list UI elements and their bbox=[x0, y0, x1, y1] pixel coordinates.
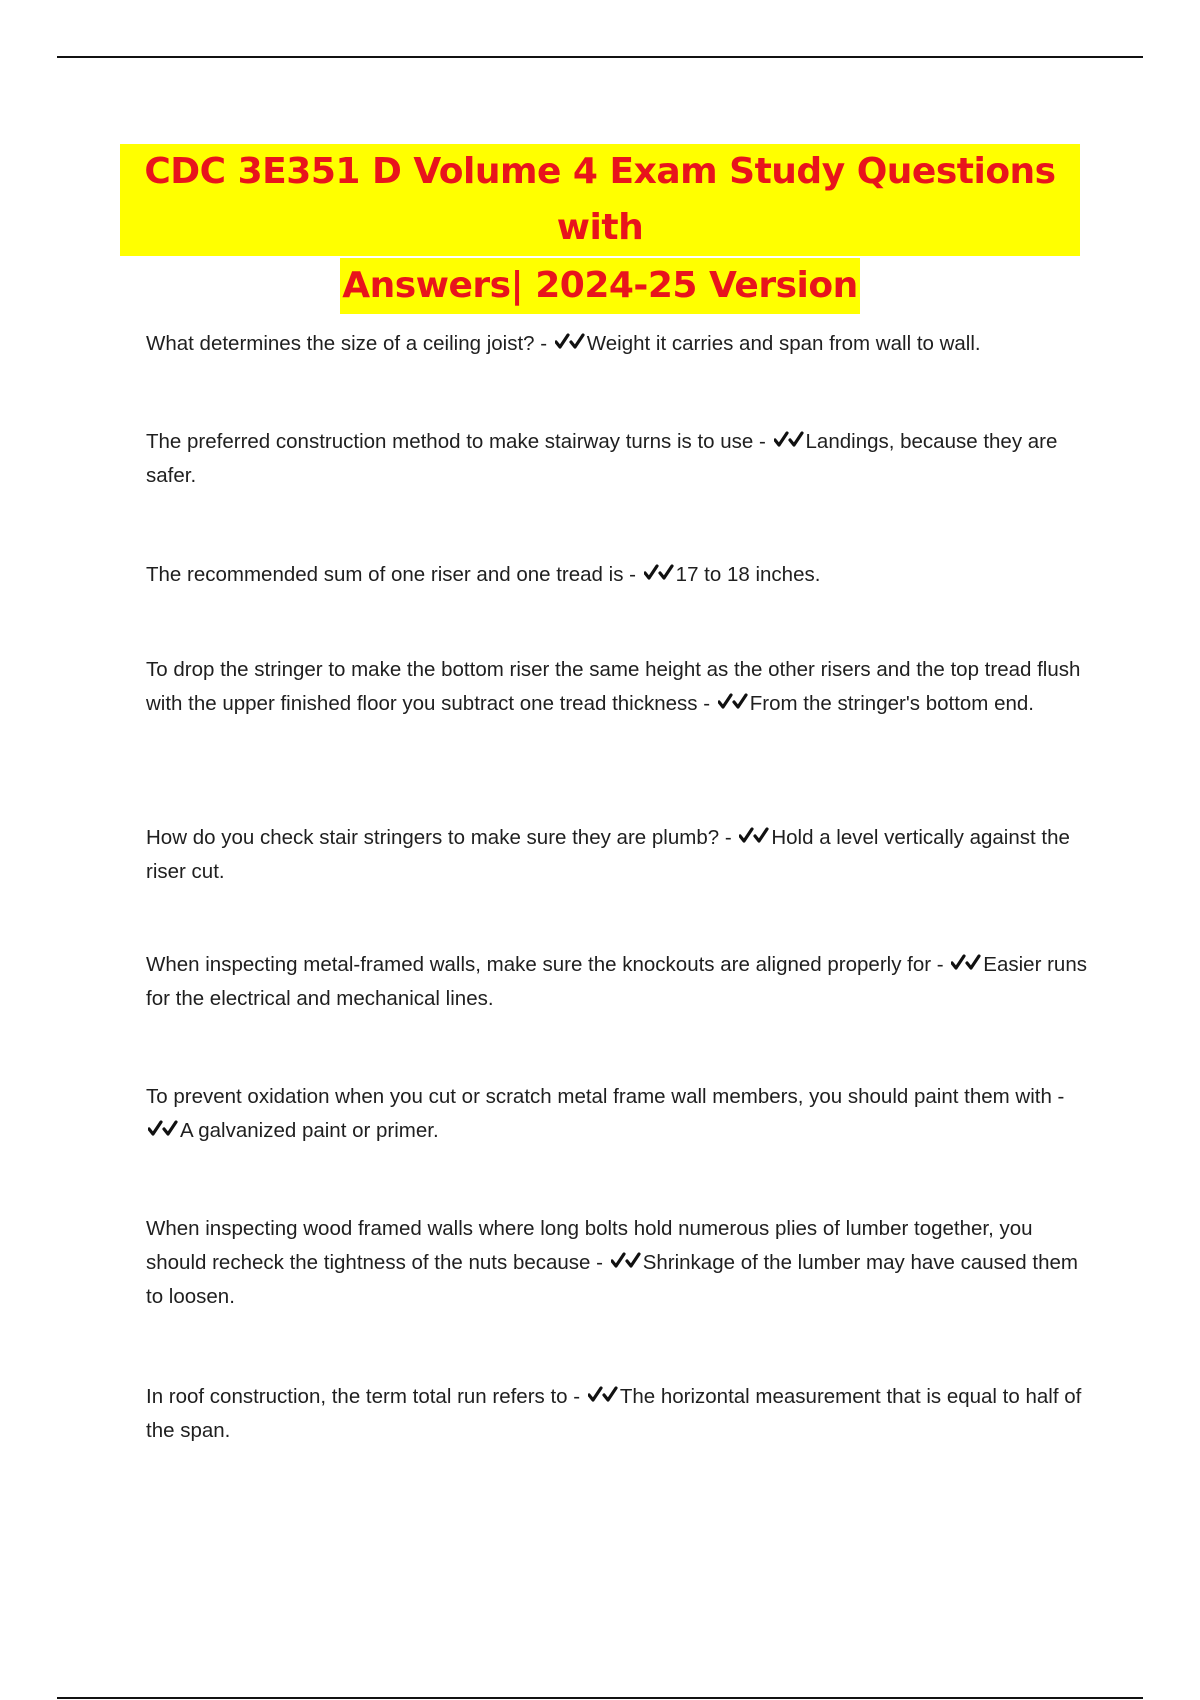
separator: - bbox=[719, 826, 738, 849]
separator: - bbox=[623, 563, 642, 586]
qa-item-4 bbox=[146, 653, 1096, 721]
answer-text: 17 to 18 inches. bbox=[675, 563, 821, 586]
question-text: The preferred construction method to make stairway turns is to use bbox=[146, 430, 754, 453]
double-check-icon bbox=[644, 563, 674, 583]
separator: - bbox=[534, 332, 553, 355]
answer-text: Weight it carries and span from wall to wall. bbox=[586, 332, 981, 355]
qa-item-7 bbox=[146, 1080, 1096, 1148]
answer-text: Shrinkage of the lumber may have caused them to loosen. bbox=[146, 1251, 1078, 1308]
qa-item-2 bbox=[146, 425, 1096, 493]
title-line-1: CDC 3E351 D Volume 4 Exam Study Questions with bbox=[120, 144, 1080, 256]
answer-text: From the stringer's bottom end. bbox=[749, 692, 1034, 715]
double-check-icon bbox=[555, 332, 585, 352]
question-text: To drop the stringer to make the bottom riser the same height as the other risers and the top tread flush with the upper finished floor you subtract one tread thickness bbox=[146, 658, 1081, 715]
question-text: In roof construction, the term total run refers to bbox=[146, 1385, 568, 1408]
bottom-rule bbox=[57, 1697, 1143, 1699]
qa-item-5 bbox=[146, 821, 1096, 889]
separator: - bbox=[697, 692, 716, 715]
document-title bbox=[120, 144, 1080, 314]
answer-text: Landings, because they are safer. bbox=[146, 430, 1058, 487]
question-text: The recommended sum of one riser and one tread is bbox=[146, 563, 624, 586]
title-line-2: Answers| 2024-25 Version bbox=[340, 258, 859, 314]
double-check-icon bbox=[951, 953, 981, 973]
double-check-icon bbox=[718, 692, 748, 712]
answer-text: Hold a level vertically against the riser cut. bbox=[146, 826, 1070, 883]
separator: - bbox=[931, 953, 950, 976]
double-check-icon bbox=[739, 826, 769, 846]
double-check-icon bbox=[774, 430, 804, 450]
qa-item-3 bbox=[146, 558, 1096, 592]
double-check-icon bbox=[148, 1119, 178, 1139]
separator: - bbox=[567, 1385, 586, 1408]
qa-item-1 bbox=[146, 327, 1096, 361]
question-text: When inspecting wood framed walls where long bolts hold numerous plies of lumber together, you should recheck the tightness of the nuts because bbox=[146, 1217, 1033, 1274]
question-text: How do you check stair stringers to make sure they are plumb? bbox=[146, 826, 720, 849]
question-text: When inspecting metal-framed walls, make sure the knockouts are aligned properly for bbox=[146, 953, 932, 976]
separator: - bbox=[590, 1251, 609, 1274]
qa-item-8 bbox=[146, 1212, 1096, 1314]
answer-text: The horizontal measurement that is equal to half of the span. bbox=[146, 1385, 1082, 1442]
question-text: To prevent oxidation when you cut or scratch metal frame wall members, you should paint them with bbox=[146, 1085, 1052, 1108]
double-check-icon bbox=[611, 1251, 641, 1271]
top-rule bbox=[57, 56, 1143, 58]
qa-item-9 bbox=[146, 1380, 1096, 1448]
double-check-icon bbox=[588, 1385, 618, 1405]
separator: - bbox=[1051, 1085, 1065, 1108]
qa-item-6 bbox=[146, 948, 1096, 1016]
separator: - bbox=[753, 430, 772, 453]
answer-text: Easier runs for the electrical and mechanical lines. bbox=[146, 953, 1087, 1010]
question-text: What determines the size of a ceiling joist? bbox=[146, 332, 535, 355]
answer-text: A galvanized paint or primer. bbox=[180, 1119, 439, 1142]
